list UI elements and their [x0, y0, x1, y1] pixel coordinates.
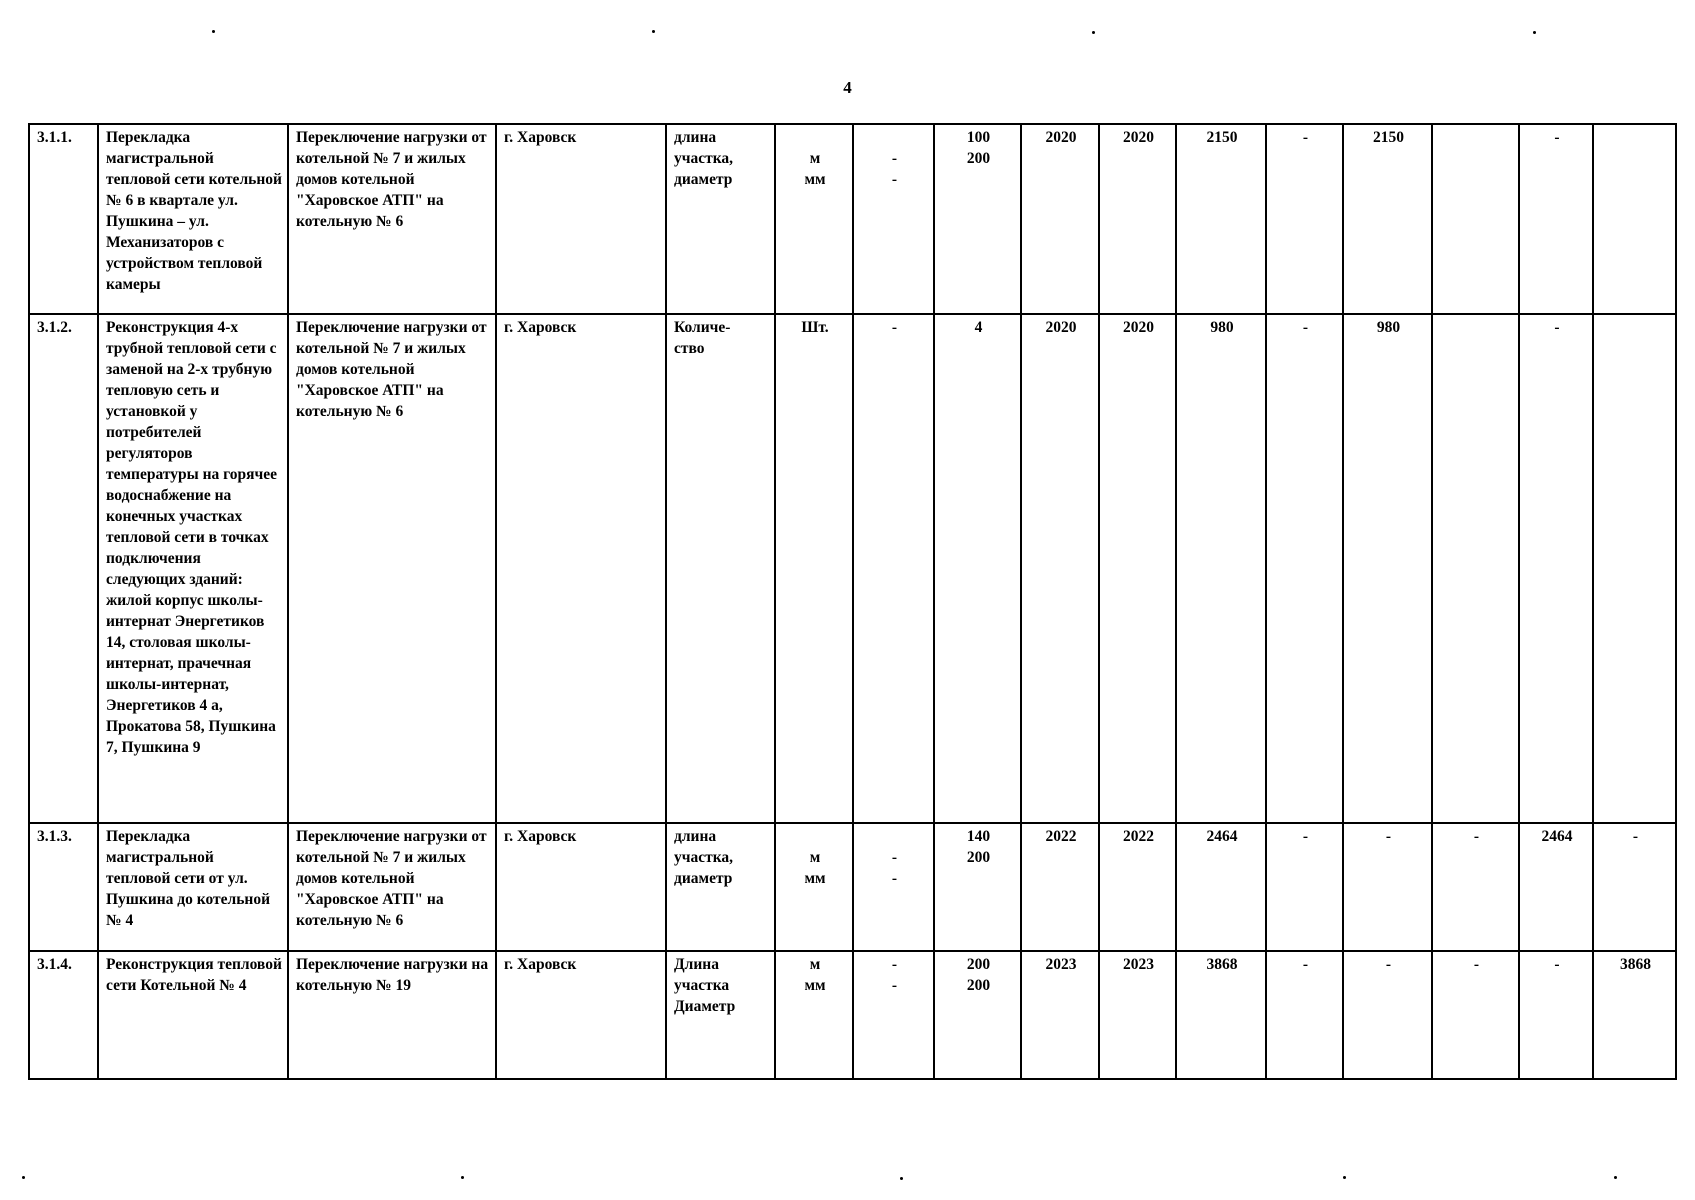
measure-purpose-cell: Переключение нагрузки на котельную № 19 — [288, 951, 496, 1079]
year-1-cost-cell: - — [1266, 951, 1343, 1079]
row-number-cell: 3.1.3. — [29, 823, 98, 951]
value-before-cell: - - — [853, 124, 934, 314]
parameter-cell: длина участка, диаметр — [666, 124, 775, 314]
scan-speck — [461, 1176, 464, 1179]
year-2-cost-cell: 980 — [1343, 314, 1432, 823]
table-row — [29, 951, 1676, 1079]
year-4-cost-cell: - — [1519, 124, 1593, 314]
measure-name-cell: Перекладка магистральной тепловой сети котельной № 6 в квартале ул. Пушкина – ул. Механизаторов с устройством тепловой камеры — [98, 124, 288, 314]
scan-speck — [212, 30, 215, 33]
scan-speck — [1614, 1176, 1617, 1179]
scan-speck — [1343, 1176, 1346, 1179]
value-before-cell: - — [853, 314, 934, 823]
year-5-cost-cell — [1593, 314, 1676, 823]
end-year-cell: 2023 — [1099, 951, 1176, 1079]
scan-speck — [1533, 31, 1536, 34]
measure-purpose-cell: Переключение нагрузки от котельной № 7 и жилых домов котельной "Харовское АТП" на котельную № 6 — [288, 124, 496, 314]
location-cell: г. Харовск — [496, 951, 666, 1079]
unit-cell: м мм — [775, 951, 853, 1079]
parameter-cell: Длина участка Диаметр — [666, 951, 775, 1079]
end-year-cell: 2022 — [1099, 823, 1176, 951]
measure-name-cell: Реконструкция 4-х трубной тепловой сети с заменой на 2-х трубную тепловую сеть и установкой у потребителей регуляторов температуры на горячее водоснабжение на конечных участках тепловой сети в точках подключения следующих зданий: жилой корпус школы-интернат Энергетиков 14, столовая школы-интернат, прачечная школы-интернат, Энергетиков 4 а, Прокатова 58, Пушкина 7, Пушкина 9 — [98, 314, 288, 823]
value-after-cell: 200 200 — [934, 951, 1021, 1079]
location-cell: г. Харовск — [496, 823, 666, 951]
page-number: 4 — [843, 78, 852, 97]
unit-cell: Шт. — [775, 314, 853, 823]
unit-cell: м мм — [775, 823, 853, 951]
year-5-cost-cell — [1593, 124, 1676, 314]
year-3-cost-cell: - — [1432, 823, 1519, 951]
start-year-cell: 2020 — [1021, 314, 1099, 823]
total-cost-cell: 3868 — [1176, 951, 1266, 1079]
year-5-cost-cell: 3868 — [1593, 951, 1676, 1079]
row-number-cell: 3.1.4. — [29, 951, 98, 1079]
scan-speck — [22, 1176, 25, 1179]
year-2-cost-cell: - — [1343, 823, 1432, 951]
year-3-cost-cell — [1432, 314, 1519, 823]
measure-purpose-cell: Переключение нагрузки от котельной № 7 и жилых домов котельной "Харовское АТП" на котельную № 6 — [288, 823, 496, 951]
total-cost-cell: 2150 — [1176, 124, 1266, 314]
start-year-cell: 2022 — [1021, 823, 1099, 951]
year-1-cost-cell: - — [1266, 124, 1343, 314]
end-year-cell: 2020 — [1099, 314, 1176, 823]
start-year-cell: 2020 — [1021, 124, 1099, 314]
year-1-cost-cell: - — [1266, 314, 1343, 823]
value-after-cell: 4 — [934, 314, 1021, 823]
year-1-cost-cell: - — [1266, 823, 1343, 951]
parameter-cell: Количе- ство — [666, 314, 775, 823]
location-cell: г. Харовск — [496, 314, 666, 823]
row-number-cell: 3.1.2. — [29, 314, 98, 823]
location-cell: г. Харовск — [496, 124, 666, 314]
scan-speck — [1092, 31, 1095, 34]
table-row — [29, 314, 1676, 823]
measure-purpose-cell: Переключение нагрузки от котельной № 7 и жилых домов котельной "Харовское АТП" на котельную № 6 — [288, 314, 496, 823]
scan-speck — [900, 1177, 903, 1180]
scan-speck — [652, 30, 655, 33]
measure-name-cell: Реконструкция тепловой сети Котельной № 4 — [98, 951, 288, 1079]
year-3-cost-cell: - — [1432, 951, 1519, 1079]
year-4-cost-cell: - — [1519, 314, 1593, 823]
parameter-cell: длина участка, диаметр — [666, 823, 775, 951]
year-4-cost-cell: 2464 — [1519, 823, 1593, 951]
year-2-cost-cell: 2150 — [1343, 124, 1432, 314]
value-after-cell: 140 200 — [934, 823, 1021, 951]
end-year-cell: 2020 — [1099, 124, 1176, 314]
table-row — [29, 823, 1676, 951]
year-3-cost-cell — [1432, 124, 1519, 314]
measures-table — [28, 123, 1677, 1080]
value-before-cell: - - — [853, 823, 934, 951]
year-2-cost-cell: - — [1343, 951, 1432, 1079]
total-cost-cell: 2464 — [1176, 823, 1266, 951]
start-year-cell: 2023 — [1021, 951, 1099, 1079]
year-5-cost-cell: - — [1593, 823, 1676, 951]
unit-cell: м мм — [775, 124, 853, 314]
value-before-cell: - - — [853, 951, 934, 1079]
table-row — [29, 124, 1676, 314]
total-cost-cell: 980 — [1176, 314, 1266, 823]
year-4-cost-cell: - — [1519, 951, 1593, 1079]
value-after-cell: 100 200 — [934, 124, 1021, 314]
row-number-cell: 3.1.1. — [29, 124, 98, 314]
measure-name-cell: Перекладка магистральной тепловой сети от ул. Пушкина до котельной № 4 — [98, 823, 288, 951]
